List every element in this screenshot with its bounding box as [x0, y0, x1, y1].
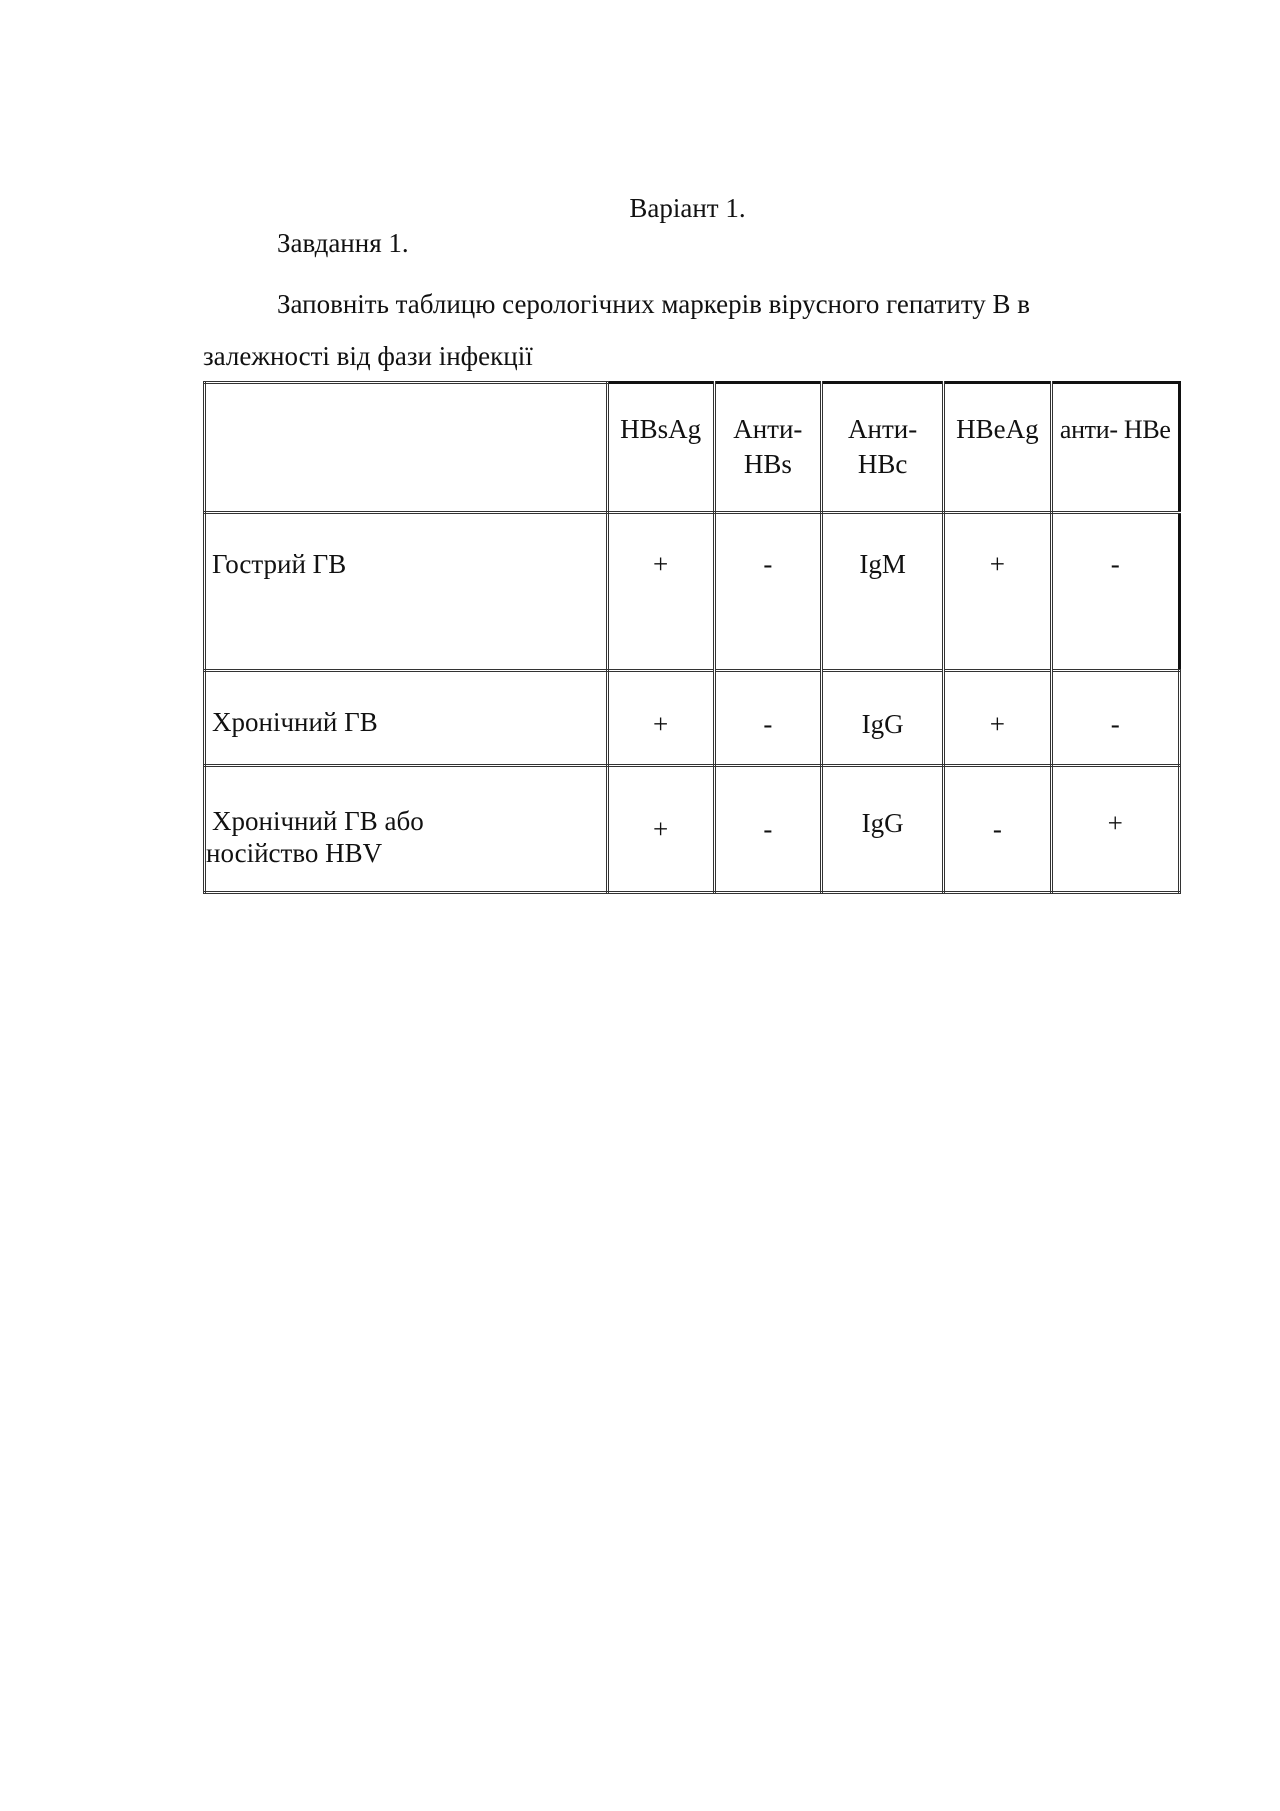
cell-hbsag: +: [607, 513, 714, 671]
header-hbeag: HBeAg: [944, 383, 1051, 513]
header-anti-hbe: анти- HBe: [1051, 383, 1179, 513]
cell-anti-hbe: -: [1051, 513, 1179, 671]
row-label-cell: [205, 671, 608, 766]
table-row: [205, 766, 1180, 893]
cell-anti-hbs: -: [714, 513, 821, 671]
cell-anti-hbs: -: [714, 766, 821, 893]
cell-anti-hbe: -: [1051, 671, 1179, 766]
cell-anti-hbe: +: [1051, 766, 1179, 893]
cell-hbeag: -: [944, 766, 1051, 893]
cell-anti-hbs: -: [714, 671, 821, 766]
instruction-line-2: залежності від фази інфекції: [203, 341, 533, 371]
variant-title: Варіант 1.: [629, 193, 746, 223]
task-heading: Завдання 1.: [277, 228, 409, 258]
header-anti-hbs: Анти- HBs: [714, 383, 821, 513]
cell-hbsag: +: [607, 671, 714, 766]
row-label: Хронічний ГВ або носійство HBV: [206, 806, 424, 868]
cell-anti-hbc: IgG: [821, 766, 943, 893]
instruction-line-1: Заповніть таблицю серологічних маркерів вірусного гепатиту В в: [277, 289, 1031, 319]
table-header-row: [205, 383, 1180, 513]
cell-hbeag: +: [944, 671, 1051, 766]
row-label-cell: [205, 513, 608, 671]
header-hbsag: HBsAg: [607, 383, 714, 513]
header-empty-cell: [205, 383, 608, 513]
row-label: Хронічний ГВ: [212, 707, 378, 737]
table-row: [205, 513, 1180, 671]
row-label-cell: [205, 766, 608, 893]
serology-markers-table: [203, 381, 1181, 894]
cell-hbsag: +: [607, 766, 714, 893]
cell-anti-hbc: IgG: [821, 671, 943, 766]
header-anti-hbc: Анти- HBc: [821, 383, 943, 513]
row-label: Гострий ГВ: [212, 549, 347, 579]
cell-anti-hbc: IgM: [821, 513, 943, 671]
table-row: [205, 671, 1180, 766]
task-instruction: [203, 278, 1143, 382]
cell-hbeag: +: [944, 513, 1051, 671]
